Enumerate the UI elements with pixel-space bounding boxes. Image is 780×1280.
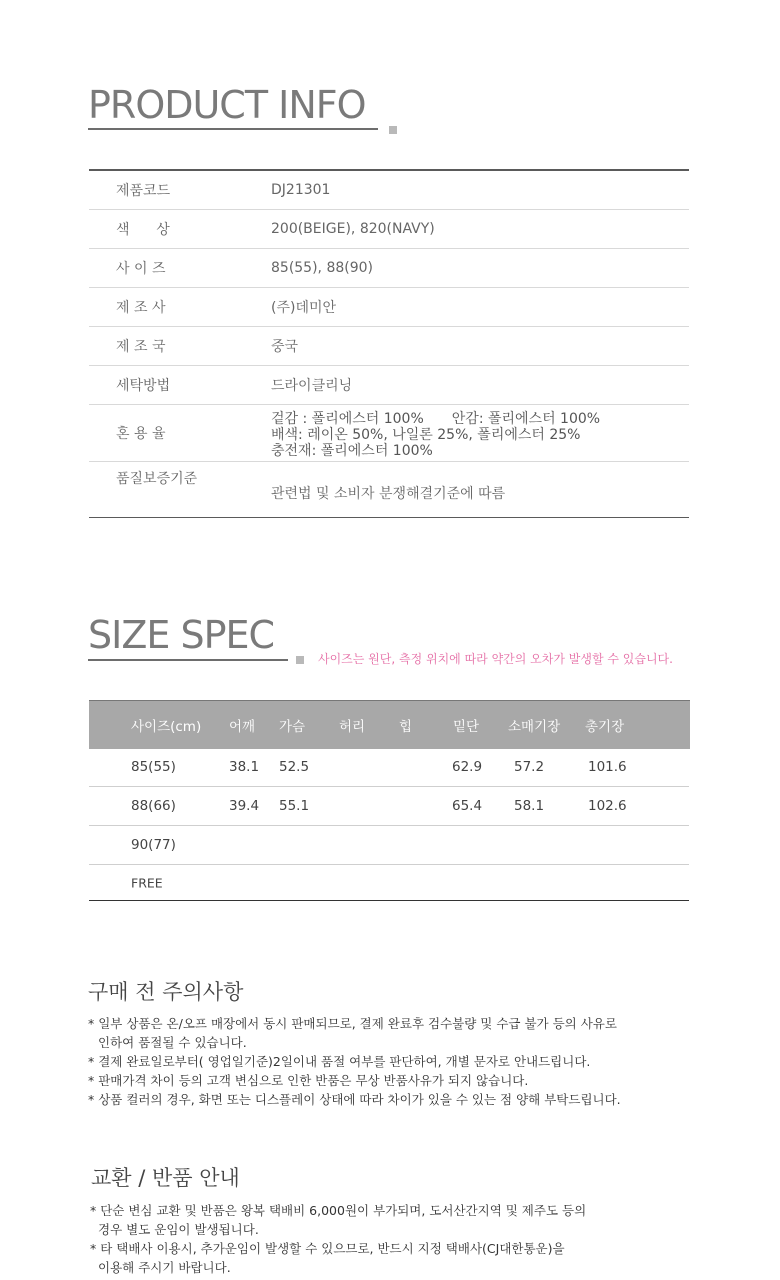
info-row-size [89,249,689,288]
cell-size: 88(66) [131,798,176,814]
table-row [89,748,689,787]
header-shoulder: 어깨 [229,719,256,735]
info-row-manufacturer [89,288,689,327]
table-row [89,826,689,865]
cell-size: 85(55) [131,759,176,775]
composition-filling: 충전재: 폴리에스터 100% [271,443,433,459]
cell-chest: 52.5 [279,759,310,775]
info-label: 품질보증기준 [116,471,198,487]
info-label: 사 이 즈 [116,261,166,277]
info-value: 200(BEIGE), 820(NAVY) [271,221,435,237]
list-item: * 상품 컬러의 경우, 화면 또는 디스플레이 상태에 따라 차이가 있을 수 있는 점 양해 부탁드립니다. [88,1092,621,1107]
info-row-country [89,327,689,366]
size-spec-title: SIZE SPEC [88,613,275,657]
cell-sleeve: 57.2 [514,759,545,775]
info-value: 관련법 및 소비자 분쟁해결기준에 따름 [271,486,506,502]
header-waist: 허리 [339,719,366,735]
size-table-header [89,700,690,749]
info-value: 드라이클리닝 [271,378,353,394]
list-item: * 일부 상품은 온/오프 매장에서 동시 판매되므로, 결제 완료후 검수불량 및 수급 불가 등의 사유로 [88,1016,617,1031]
cell-length: 102.6 [588,798,627,814]
info-label: 혼 용 율 [116,426,166,442]
list-item: * 결제 완료일로부터( 영업일기준)2일이내 품절 여부를 판단하여, 개별 문자로 안내드립니다. [88,1054,591,1069]
list-item: 이용해 주시기 바랍니다. [98,1260,231,1275]
info-value: (주)데미안 [271,300,337,316]
header-hip: 힙 [399,719,413,735]
size-spec-title-square [296,656,304,664]
return-notice-title: 교환 / 반품 안내 [91,1166,240,1190]
header-hem: 밑단 [453,719,480,735]
header-size: 사이즈(cm) [131,719,202,735]
composition-outer: 겉감 : 폴리에스터 100% [271,411,424,427]
info-label: 색 상 [116,222,170,238]
info-row-washing [89,366,689,405]
size-spec-note: 사이즈는 원단, 측정 위치에 따라 약간의 오차가 발생할 수 있습니다. [318,652,673,666]
info-label: 제품코드 [116,183,171,199]
info-label: 세탁방법 [116,378,171,394]
composition-lining: 안감: 폴리에스터 100% [451,411,601,427]
cell-sleeve: 58.1 [514,798,545,814]
header-chest: 가슴 [279,719,306,735]
composition-trim: 배색: 레이온 50%, 나일론 25%, 폴리에스터 25% [271,427,581,443]
cell-chest: 55.1 [279,798,310,814]
header-length: 총기장 [585,719,625,735]
size-table-body [89,748,689,901]
product-info-table [89,169,689,518]
list-item: * 판매가격 차이 등의 고객 변심으로 인한 반품은 무상 반품사유가 되지 않습니다. [88,1073,529,1088]
cell-size: FREE [131,875,163,890]
cell-size: 90(77) [131,837,176,853]
list-item: 인하여 품절될 수 있습니다. [98,1035,247,1050]
info-row-quality [89,462,689,517]
info-row-color [89,210,689,249]
info-label: 제 조 국 [116,339,166,355]
return-notice-list [90,1201,586,1277]
info-value: 중국 [271,339,299,355]
product-info-title: PRODUCT INFO [88,83,366,127]
header-sleeve: 소매기장 [508,719,561,735]
purchase-notice-list [88,1014,621,1109]
size-spec-title-underline [88,659,288,661]
info-label: 제 조 사 [116,300,166,316]
info-row-code [89,171,689,210]
cell-shoulder: 39.4 [229,798,260,814]
info-value: DJ21301 [271,182,331,198]
cell-hem: 65.4 [452,798,483,814]
cell-shoulder: 38.1 [229,759,260,775]
cell-length: 101.6 [588,759,627,775]
list-item: * 단순 변심 교환 및 반품은 왕복 택배비 6,000원이 부가되며, 도서산간지역 및 제주도 등의 [90,1203,587,1218]
cell-hem: 62.9 [452,759,483,775]
table-row [89,787,689,826]
info-value: 85(55), 88(90) [271,260,374,276]
purchase-notice-title: 구매 전 주의사항 [88,980,244,1004]
list-item: 경우 별도 운임이 발생됩니다. [98,1222,259,1237]
product-info-title-underline [88,128,378,130]
table-row [89,865,689,900]
composition-lines [271,411,600,459]
product-info-title-square [389,126,397,134]
list-item: * 타 택배사 이용시, 추가운임이 발생할 수 있으므로, 반드시 지정 택배사(CJ대한통운)을 [90,1241,565,1256]
info-row-composition [89,405,689,462]
